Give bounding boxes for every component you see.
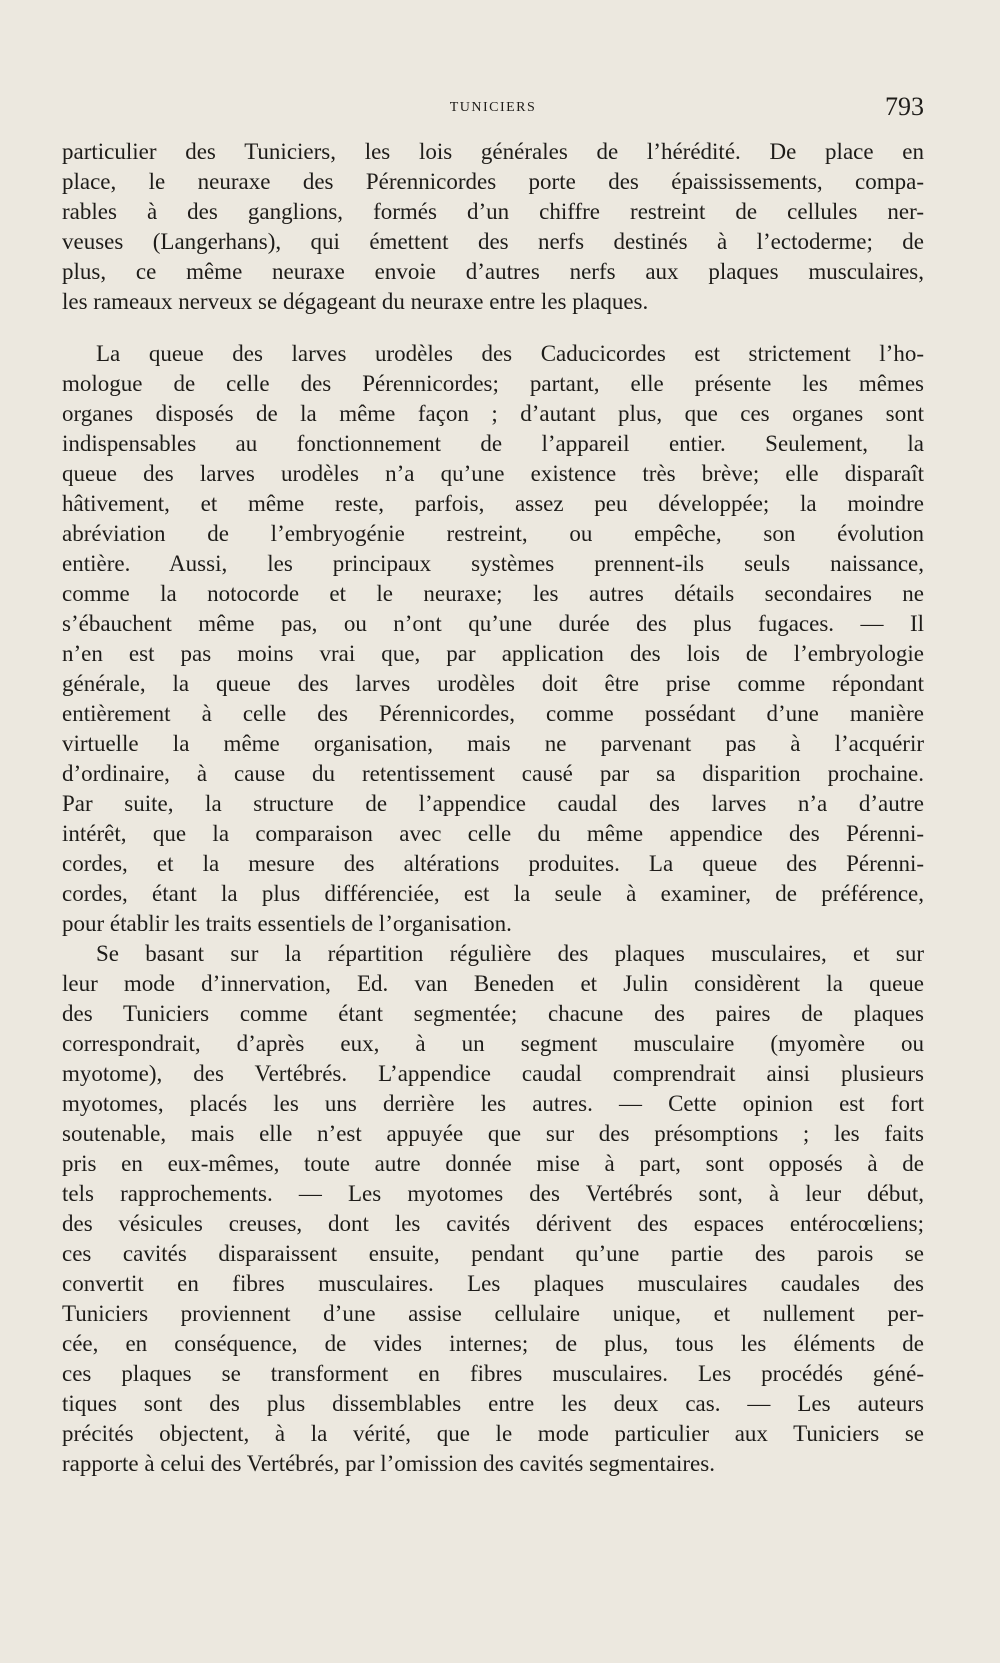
text-line: pour établir les traits essentiels de l’organisation. [62,911,512,936]
text-line: les rameaux nerveux se dégageant du neuraxe entre les plaques. [62,289,649,314]
text-line: cée, en conséquence, de vides internes; de plus, tous les éléments de [62,1331,924,1356]
text-line: mologue de celle des Pérennicordes; partant, elle présente les mêmes [62,371,924,396]
text-line: entière. Aussi, les principaux systèmes prennent-ils seuls naissance, [62,551,924,576]
text-line: Tuniciers proviennent d’une assise cellulaire unique, et nullement per- [62,1301,924,1326]
text-line: leur mode d’innervation, Ed. van Beneden et Julin considèrent la queue [62,971,924,996]
text-line: place, le neuraxe des Pérennicordes porte des épaississements, compa- [62,169,924,194]
paragraph-1 [62,137,924,317]
text-line: correspondrait, d’après eux, à un segment musculaire (myomère ou [62,1031,924,1056]
text-line: rapporte à celui des Vertébrés, par l’omission des cavités segmentaires. [62,1451,715,1476]
text-line: convertit en fibres musculaires. Les plaques musculaires caudales des [62,1271,924,1296]
text-line: d’ordinaire, à cause du retentissement causé par sa disparition prochaine. [62,761,924,786]
text-line: comme la notocorde et le neuraxe; les autres détails secondaires ne [62,581,924,606]
text-line: myotome), des Vertébrés. L’appendice caudal comprendrait ainsi plusieurs [62,1061,924,1086]
text-line: rables à des ganglions, formés d’un chiffre restreint de cellules ner- [62,199,924,224]
text-line: particulier des Tuniciers, les lois générales de l’hérédité. De place en [62,139,924,164]
text-line: Se basant sur la répartition régulière des plaques musculaires, et sur [96,941,924,966]
text-line: précités objectent, à la vérité, que le mode particulier aux Tuniciers se [62,1421,924,1446]
text-line: queue des larves urodèles n’a qu’une existence très brève; elle disparaît [62,461,924,486]
text-line: des Tuniciers comme étant segmentée; chacune des paires de plaques [62,1001,924,1026]
text-line: hâtivement, et même reste, parfois, assez peu développée; la moindre [62,491,924,516]
running-title: TUNICIERS [449,100,537,115]
paragraph-3 [62,939,924,1479]
text-line: myotomes, placés les uns derrière les autres. — Cette opinion est fort [62,1091,924,1116]
text-line: plus, ce même neuraxe envoie d’autres nerfs aux plaques musculaires, [62,259,924,284]
text-line: indispensables au fonctionnement de l’appareil entier. Seulement, la [62,431,924,456]
text-line: La queue des larves urodèles des Caducicordes est strictement l’ho- [96,341,924,366]
text-line: virtuelle la même organisation, mais ne parvenant pas à l’acquérir [62,731,924,756]
text-line: entièrement à celle des Pérennicordes, comme possédant d’une manière [62,701,924,726]
text-line: n’en est pas moins vrai que, par application des lois de l’embryologie [62,641,924,666]
text-line: pris en eux-mêmes, toute autre donnée mise à part, sont opposés à de [62,1151,924,1176]
text-line: tiques sont des plus dissemblables entre les deux cas. — Les auteurs [62,1391,924,1416]
paragraph-2 [62,339,924,939]
text-line: veuses (Langerhans), qui émettent des nerfs destinés à l’ectoderme; de [62,229,924,254]
text-line: des vésicules creuses, dont les cavités dérivent des espaces entérocœliens; [62,1211,924,1236]
text-line: tels rapprochements. — Les myotomes des Vertébrés sont, à leur début, [62,1181,924,1206]
text-line: intérêt, que la comparaison avec celle du même appendice des Pérenni- [62,821,924,846]
page-number: 793 [885,92,924,121]
text-line: abréviation de l’embryogénie restreint, ou empêche, son évolution [62,521,924,546]
text-line: s’ébauchent même pas, ou n’ont qu’une durée des plus fugaces. — Il [62,611,924,636]
text-line: ces cavités disparaissent ensuite, pendant qu’une partie des parois se [62,1241,924,1266]
text-line: soutenable, mais elle n’est appuyée que sur des présomptions ; les faits [62,1121,924,1146]
running-head [62,92,924,126]
text-line: générale, la queue des larves urodèles doit être prise comme répondant [62,671,924,696]
body-text [62,137,924,1479]
text-line: ces plaques se transforment en fibres musculaires. Les procédés géné- [62,1361,924,1386]
text-line: cordes, et la mesure des altérations produites. La queue des Pérenni- [62,851,924,876]
text-line: organes disposés de la même façon ; d’autant plus, que ces organes sont [62,401,924,426]
text-line: cordes, étant la plus différenciée, est la seule à examiner, de préférence, [62,881,924,906]
text-line: Par suite, la structure de l’appendice caudal des larves n’a d’autre [62,791,924,816]
